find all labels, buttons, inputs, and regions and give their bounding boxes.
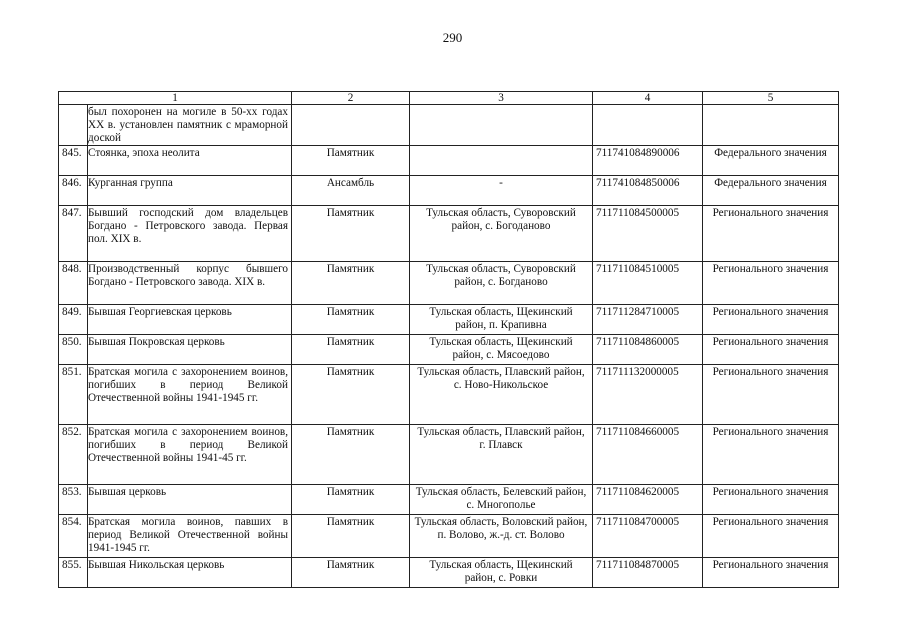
column-header-5: 5: [703, 92, 839, 105]
row-number: 848.: [59, 262, 88, 305]
object-category: Федерального значения: [703, 176, 839, 206]
object-address: Тульская область, Воловский район, п. Волово, ж.-д. ст. Волово: [410, 515, 593, 558]
object-address: Тульская область, Плавский район, с. Ново-Никольское: [410, 365, 593, 425]
row-number: 849.: [59, 305, 88, 335]
object-address: Тульская область, Суворовский район, с. Богоданово: [410, 206, 593, 262]
object-type: Памятник: [292, 146, 410, 176]
object-name: Братская могила воинов, павших в период Великой Отечественной войны 1941-1945 гг.: [88, 515, 292, 558]
object-type: Памятник: [292, 515, 410, 558]
table-row: [59, 146, 839, 176]
object-address: Тульская область, Плавский район, г. Плавск: [410, 425, 593, 485]
object-name: Бывшая Покровская церковь: [88, 335, 292, 365]
object-category: Регионального значения: [703, 262, 839, 305]
registry-code: 711711084870005: [593, 558, 703, 588]
registry-code: 711711084700005: [593, 515, 703, 558]
object-category: Федерального значения: [703, 146, 839, 176]
object-category: Регионального значения: [703, 365, 839, 425]
registry-code: 711711084500005: [593, 206, 703, 262]
table-row: [59, 105, 839, 146]
object-name: Курганная группа: [88, 176, 292, 206]
object-address: Тульская область, Щекинский район, п. Крапивна: [410, 305, 593, 335]
registry-code: 711711084860005: [593, 335, 703, 365]
object-type: Памятник: [292, 262, 410, 305]
object-address: [410, 146, 593, 176]
row-number: 850.: [59, 335, 88, 365]
registry-code: 711711132000005: [593, 365, 703, 425]
registry-code: 711741084850006: [593, 176, 703, 206]
object-category: Регионального значения: [703, 558, 839, 588]
heritage-registry-table: [58, 91, 839, 588]
table-body: [59, 105, 839, 588]
object-category: [703, 105, 839, 146]
object-category: Регионального значения: [703, 206, 839, 262]
row-number: 847.: [59, 206, 88, 262]
object-address: [410, 105, 593, 146]
object-type: Памятник: [292, 558, 410, 588]
object-category: Регионального значения: [703, 425, 839, 485]
object-address: Тульская область, Щекинский район, с. Мясоедово: [410, 335, 593, 365]
table-row: [59, 365, 839, 425]
table-row: [59, 485, 839, 515]
object-name: Бывшая Георгиевская церковь: [88, 305, 292, 335]
object-name: Братская могила с захоронением воинов, погибших в период Великой Отечественной войны 1941-45 гг.: [88, 425, 292, 485]
object-category: Регионального значения: [703, 485, 839, 515]
object-type: Памятник: [292, 485, 410, 515]
object-name: был похоронен на могиле в 50-хх годах XX в. установлен памятник с мраморной доской: [88, 105, 292, 146]
table-row: [59, 558, 839, 588]
object-name: Бывшая церковь: [88, 485, 292, 515]
registry-code: 711711284710005: [593, 305, 703, 335]
page-number: 290: [442, 30, 463, 45]
registry-code: 711711084510005: [593, 262, 703, 305]
row-number: [59, 105, 88, 146]
object-category: Регионального значения: [703, 305, 839, 335]
object-name: Бывшая Никольская церковь: [88, 558, 292, 588]
object-address: Тульская область, Суворовский район, с. Богданово: [410, 262, 593, 305]
table-row: [59, 305, 839, 335]
table-row: [59, 206, 839, 262]
table-row: [59, 335, 839, 365]
object-type: Памятник: [292, 305, 410, 335]
object-address: -: [410, 176, 593, 206]
row-number: 852.: [59, 425, 88, 485]
column-header-4: 4: [593, 92, 703, 105]
row-number: 854.: [59, 515, 88, 558]
table-row: [59, 262, 839, 305]
table-row: [59, 176, 839, 206]
object-category: Регионального значения: [703, 335, 839, 365]
object-type: Памятник: [292, 335, 410, 365]
object-name: Бывший господский дом владельцев Богдано - Петровского завода. Первая пол. XIX в.: [88, 206, 292, 262]
registry-code: [593, 105, 703, 146]
column-header-2: 2: [292, 92, 410, 105]
table-row: [59, 425, 839, 485]
object-name: Братская могила с захоронением воинов, погибших в период Великой Отечественной войны 1941-1945 гг.: [88, 365, 292, 425]
row-number: 855.: [59, 558, 88, 588]
table-row: [59, 515, 839, 558]
registry-code: 711741084890006: [593, 146, 703, 176]
object-type: Памятник: [292, 365, 410, 425]
column-header-1: 1: [59, 92, 292, 105]
object-address: Тульская область, Белевский район, с. Многополье: [410, 485, 593, 515]
row-number: 845.: [59, 146, 88, 176]
row-number: 853.: [59, 485, 88, 515]
object-category: Регионального значения: [703, 515, 839, 558]
object-address: Тульская область, Щекинский район, с. Ровки: [410, 558, 593, 588]
registry-code: 711711084660005: [593, 425, 703, 485]
row-number: 846.: [59, 176, 88, 206]
object-name: Стоянка, эпоха неолита: [88, 146, 292, 176]
row-number: 851.: [59, 365, 88, 425]
object-type: Памятник: [292, 425, 410, 485]
object-name: Производственный корпус бывшего Богдано - Петровского завода. XIX в.: [88, 262, 292, 305]
object-type: Ансамбль: [292, 176, 410, 206]
table-header-row: [59, 92, 839, 105]
registry-code: 711711084620005: [593, 485, 703, 515]
column-header-3: 3: [410, 92, 593, 105]
object-type: [292, 105, 410, 146]
object-type: Памятник: [292, 206, 410, 262]
